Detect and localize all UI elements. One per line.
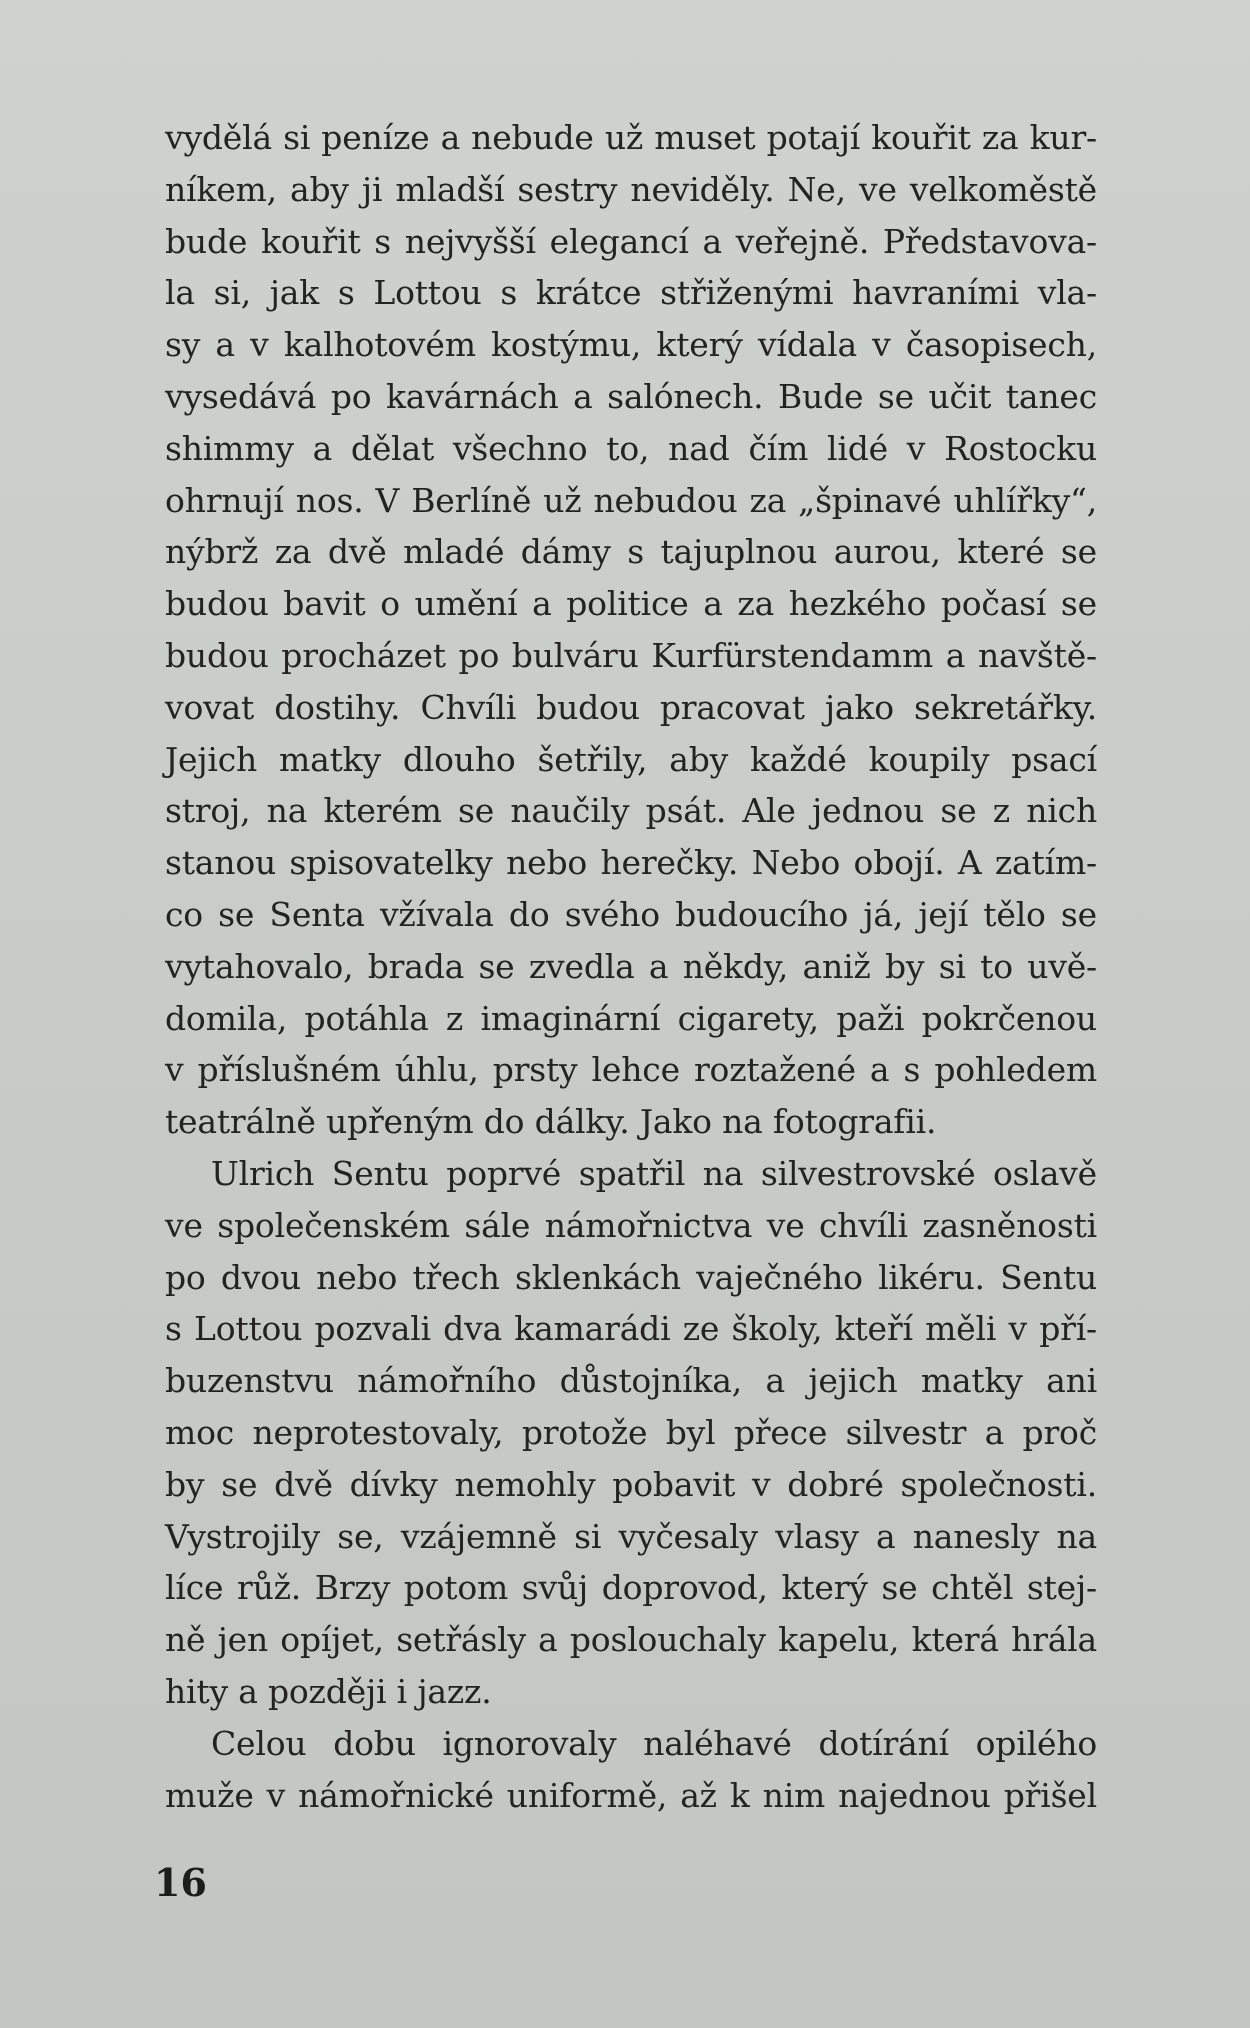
text-line: bude kouřit s nejvyšší elegancí a veřejně. Představova-: [165, 221, 1097, 261]
text-line: budou bavit o umění a politice a za hezkého počasí se: [165, 584, 1097, 624]
paragraph-start-line: Ulrich Sentu poprvé spatřil na silvestrovské oslavě: [211, 1153, 1097, 1193]
text-line: ve společenském sále námořnictva ve chvíli zasněnosti: [165, 1205, 1097, 1245]
text-line: hity a později i jazz.: [165, 1671, 492, 1711]
text-line: níkem, aby ji mladší sestry neviděly. Ne, ve velkoměstě: [165, 169, 1097, 209]
text-line: budou procházet po bulváru Kurfürstendamm a navště-: [165, 635, 1097, 675]
text-line: ně jen opíjet, setřásly a poslouchaly kapelu, která hrála: [165, 1620, 1097, 1660]
text-line: shimmy a dělat všechno to, nad čím lidé v Rostocku: [165, 428, 1097, 468]
text-line: líce růž. Brzy potom svůj doprovod, který se chtěl stej-: [165, 1568, 1097, 1608]
text-line: po dvou nebo třech sklenkách vaječného likéru. Sentu: [165, 1257, 1097, 1297]
text-line: vydělá si peníze a nebude už muset potají kouřit za kur-: [165, 118, 1097, 157]
text-line: s Lottou pozvali dva kamarádi ze školy, kteří měli v pří-: [165, 1309, 1097, 1349]
text-line: ohrnují nos. V Berlíně už nebudou za „špinavé uhlířky“,: [165, 480, 1097, 520]
text-line: muže v námořnické uniformě, až k nim najednou přišel: [165, 1775, 1097, 1815]
text-line: by se dvě dívky nemohly pobavit v dobré společnosti.: [165, 1464, 1097, 1504]
body-text: [165, 112, 1097, 1821]
text-line: buzenstvu námořního důstojníka, a jejich matky ani: [165, 1361, 1097, 1401]
text-line: teatrálně upřeným do dálky. Jako na fotografii.: [165, 1102, 937, 1142]
text-line: stanou spisovatelky nebo herečky. Nebo obojí. A zatím-: [165, 843, 1097, 883]
text-line: Jejich matky dlouho šetřily, aby každé koupily psací: [165, 739, 1097, 779]
text-line: sy a v kalhotovém kostýmu, který vídala v časopisech,: [165, 325, 1097, 365]
text-line: stroj, na kterém se naučily psát. Ale jednou se z nich: [165, 791, 1097, 831]
text-line: domila, potáhla z imaginární cigarety, paži pokrčenou: [165, 998, 1097, 1038]
text-line: nýbrž za dvě mladé dámy s tajuplnou aurou, které se: [165, 532, 1097, 572]
text-line: la si, jak s Lottou s krátce střiženými havraními vla-: [165, 273, 1097, 313]
paragraph-start-line: Celou dobu ignorovaly naléhavé dotírání opilého: [211, 1723, 1097, 1763]
text-line: vysedává po kavárnách a salónech. Bude se učit tanec: [165, 376, 1097, 416]
text-line: vovat dostihy. Chvíli budou pracovat jako sekretářky.: [165, 687, 1097, 727]
page-number: 16: [154, 1860, 207, 1905]
text-line: moc neprotestovaly, protože byl přece silvestr a proč: [165, 1412, 1097, 1452]
text-line: v příslušném úhlu, prsty lehce roztažené a s pohledem: [165, 1050, 1097, 1090]
text-line: co se Senta vžívala do svého budoucího já, její tělo se: [165, 894, 1097, 934]
text-line: vytahovalo, brada se zvedla a někdy, aniž by si to uvě-: [165, 946, 1097, 986]
text-line: Vystrojily se, vzájemně si vyčesaly vlasy a nanesly na: [165, 1516, 1097, 1556]
